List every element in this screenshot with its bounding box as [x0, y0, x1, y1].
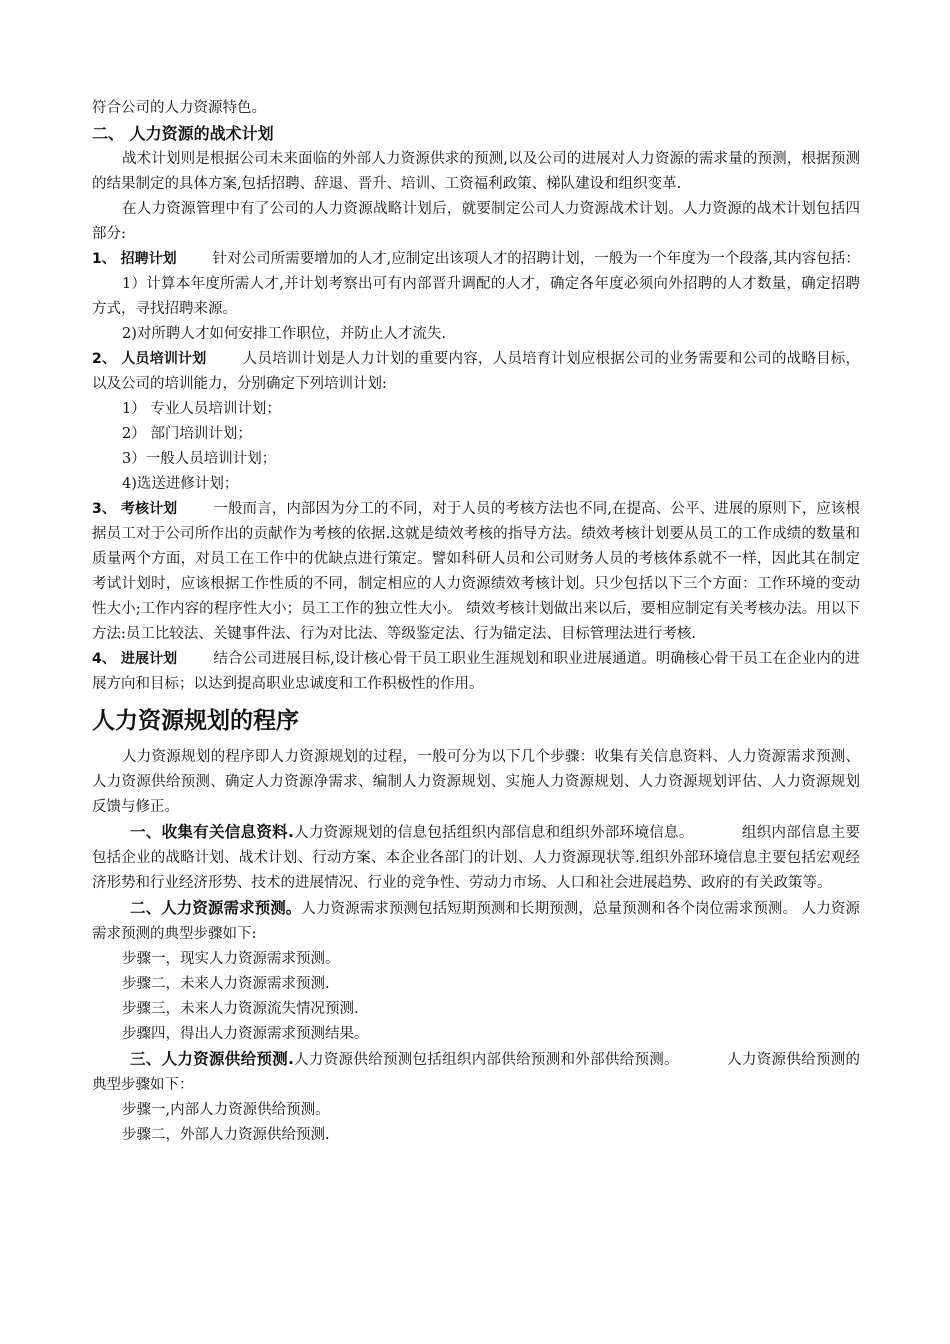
- item-training: [92, 347, 860, 397]
- step-supply-text: 人力资源供给预测包括组织内部供给预测和外部供给预测。: [293, 1052, 679, 1068]
- item-assessment-text: 一般而言，内部因为分工的不同，对于人员的考核方法也不同,在提高、公平、进展的原则下，应该根据员工对于公司所作出的贡献作为考核的依据.这就是绩效考核的指导方法。绩效考核计划要从员工的工作成绩的数量和质量两个方面，对员工在工作中的优缺点进行策定。譬如科研人员和公司财务人员的考核体系就不一样，因此其在制定考试计划时，应该根据工作性质的不同，制定相应的人力资源绩效考核计划。只少包括以下三个方面：工作环境的变动性大小;工作内容的程序性大小；员工工作的独立性大小。 绩效考核计划做出来以后，要相应制定有关考核办法。用以下方法:员工比较法、关键事件法、行为对比法、等级鉴定法、行为锚定法、目标管理法进行考核.: [92, 501, 860, 642]
- item-development: [92, 647, 860, 697]
- item-recruit-text: 针对公司所需要增加的人才,应制定出该项人才的招聘计划，一般为一个年度为一个段落,其内容包括：: [212, 251, 860, 267]
- step-supply-label: 三、人力资源供给预测.: [130, 1050, 294, 1068]
- item-recruit-sub-2: 2)对所聘人才如何安排工作职位，并防止人才流失.: [122, 326, 446, 342]
- item-training-text: 人员培训计划是人力计划的重要内容，人员培育计划应根据公司的业务需要和公司的战略目标，以及公司的培训能力，分别确定下列培训计划:: [92, 351, 860, 392]
- demand-step-4: 步骤四，得出人力资源需求预测结果。: [122, 1026, 369, 1042]
- supply-step-2: 步骤二，外部人力资源供给预测.: [122, 1127, 330, 1143]
- tactical-para-2: 在人力资源管理中有了公司的人力资源战略计划后，就要制定公司人力资源战术计划。人力资源的战术计划包括四部分:: [92, 201, 860, 242]
- item-assessment: [92, 497, 860, 647]
- step-supply: [92, 1047, 860, 1098]
- item-recruit: [92, 247, 860, 272]
- step-collect-text: 人力资源规划的信息包括组织内部信息和组织外部环境信息。: [293, 825, 694, 841]
- item-training-label: 2、 人员培训计划: [92, 351, 207, 367]
- step-demand-label: 二、人力资源需求预测。: [130, 899, 302, 917]
- intro-tail: 符合公司的人力资源特色。: [92, 100, 266, 116]
- demand-step-3: 步骤三，未来人力资源流失情况预测.: [122, 1001, 359, 1017]
- step-collect-text-2: 组织内部信息主要包括企业的战略计划、战术计划、行动方案、本企业各部门的计划、人力资源现状等.组织外部环境信息主要包括宏观经济形势和行业经济形势、技术的进展情况、行业的竞争性、劳动力市场、人口和社会进展趋势、政府的有关政策等。: [92, 825, 861, 891]
- item-training-sub-3: 3）一般人员培训计划；: [122, 451, 277, 467]
- item-development-label: 4、 进展计划: [92, 651, 178, 667]
- item-training-sub-4: 4)选送进修计划；: [122, 476, 239, 492]
- demand-step-2: 步骤二，未来人力资源需求预测.: [122, 976, 330, 992]
- document-page: [92, 96, 860, 1148]
- step-demand: [92, 896, 860, 947]
- item-recruit-sub-1: 1）计算本年度所需人才,并计划考察出可有内部晋升调配的人才，确定各年度必须向外招聘的人才数量，确定招聘方式，寻找招聘来源。: [92, 276, 860, 317]
- supply-step-1: 步骤一,内部人力资源供给预测。: [122, 1102, 330, 1118]
- step-collect-label: 一、收集有关信息资料.: [130, 823, 294, 841]
- procedure-title: 人力资源规划的程序: [92, 708, 299, 734]
- tactical-para-1: 战术计划则是根据公司未来面临的外部人力资源供求的预测,以及公司的进展对人力资源的需求量的预测，根据预测的结果制定的具体方案,包括招聘、辞退、晋升、培训、工资福利政策、梯队建设和组织变革.: [92, 151, 860, 192]
- item-assessment-label: 3、 考核计划: [92, 501, 178, 517]
- tactical-heading: 二、 人力资源的战术计划: [92, 124, 274, 143]
- item-development-text: 结合公司进展目标,设计核心骨干员工职业生涯规划和职业进展通道。明确核心骨干员工在企业内的进展方向和目标；以达到提高职业忠诚度和工作积极性的作用。: [92, 651, 860, 692]
- procedure-intro: 人力资源规划的程序即人力资源规划的过程，一般可分为以下几个步骤：收集有关信息资料、人力资源需求预测、人力资源供给预测、确定人力资源净需求、编制人力资源规划、实施人力资源规划、人力资源规划评估、人力资源规划反馈与修正。: [92, 749, 860, 815]
- item-training-sub-1: 1） 专业人员培训计划；: [122, 401, 281, 417]
- step-supply-text-2: 人力资源供给预测的典型步骤如下：: [92, 1052, 861, 1093]
- step-demand-text: 人力资源需求预测包括短期预测和长期预测，总量预测和各个岗位需求预测。 人力资源需求预测的典型步骤如下:: [92, 901, 860, 942]
- demand-step-1: 步骤一，现实人力资源需求预测。: [122, 951, 340, 967]
- item-training-sub-2: 2） 部门培训计划；: [122, 426, 252, 442]
- step-collect: [92, 820, 860, 896]
- item-recruit-label: 1、 招聘计划: [92, 251, 177, 267]
